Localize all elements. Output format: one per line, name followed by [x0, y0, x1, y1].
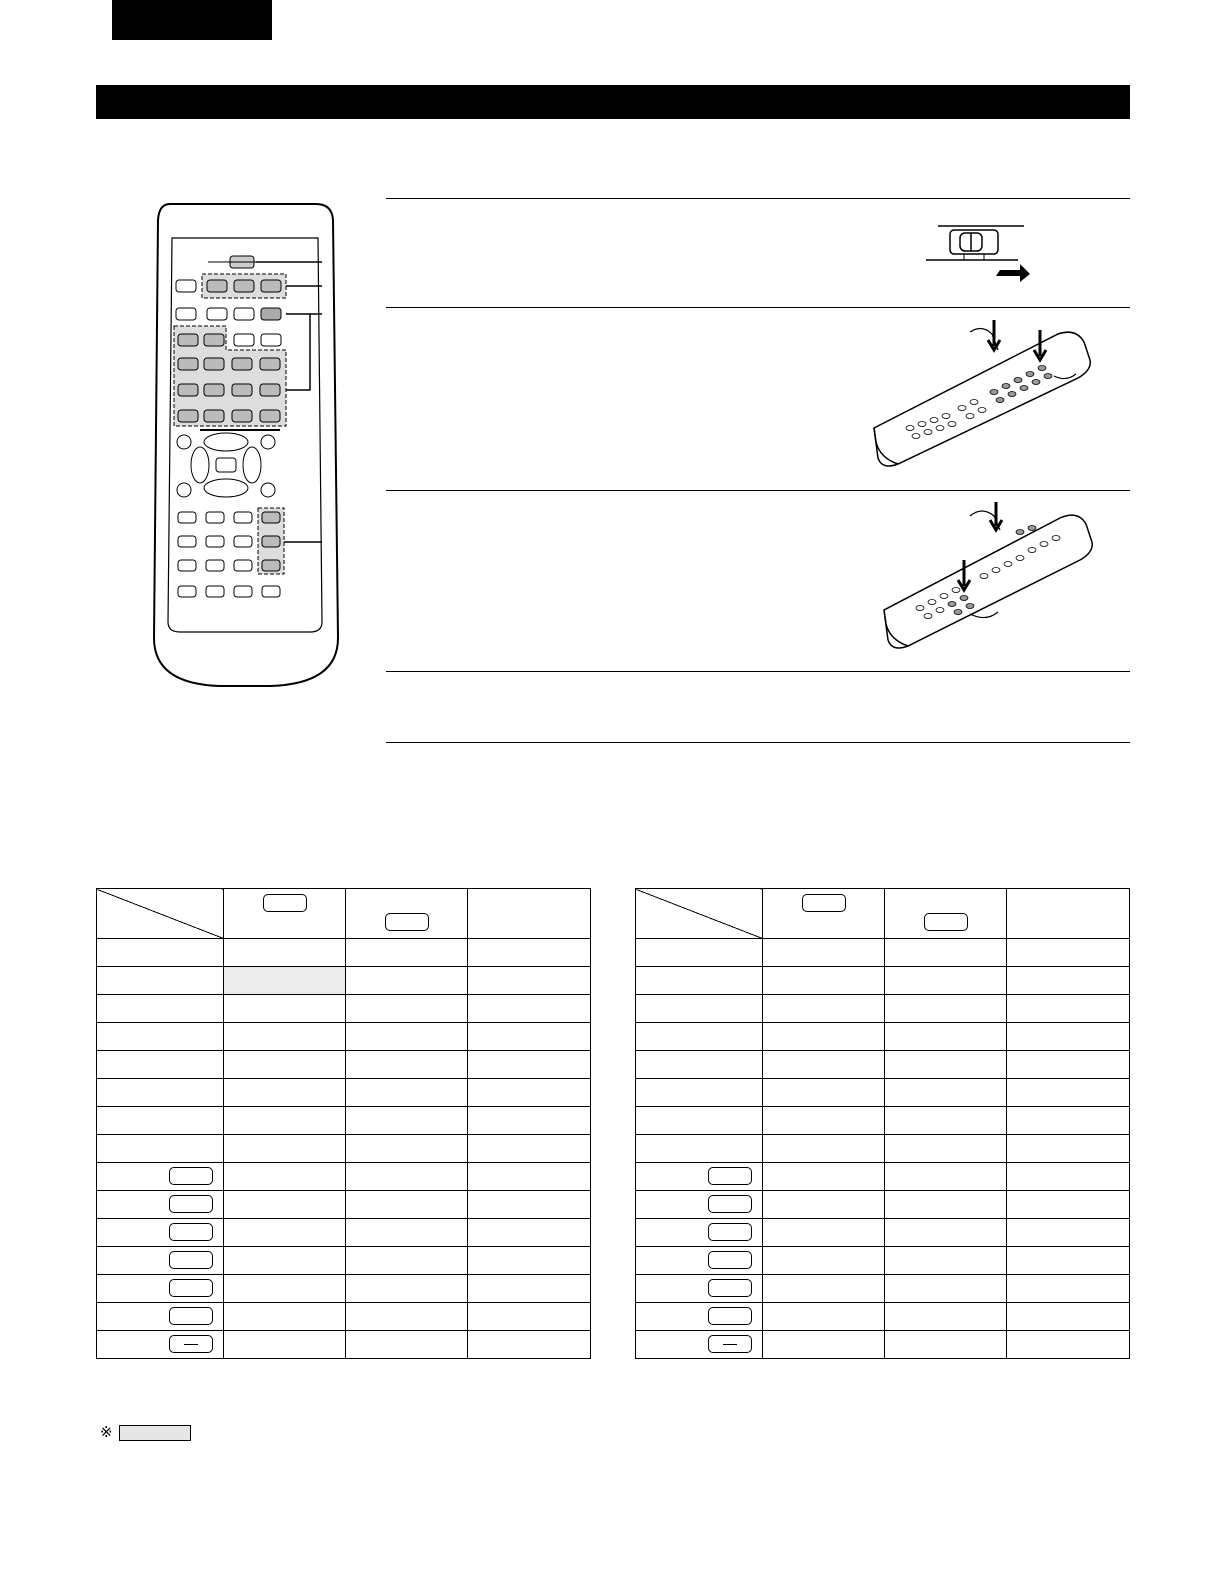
remote-control-illustration: [150, 198, 350, 690]
header-cell: [1007, 889, 1130, 939]
table-row: [636, 1247, 1130, 1275]
shaded-cell: [224, 967, 346, 995]
table-row: [97, 1107, 591, 1135]
table-row: [636, 1331, 1130, 1359]
button-icon: [708, 1251, 752, 1269]
table-row: [97, 1219, 591, 1247]
table-row: [97, 1163, 591, 1191]
button-icon: [708, 1195, 752, 1213]
shaded-legend-box: [119, 1425, 191, 1441]
table-row: [97, 1191, 591, 1219]
header-cell: [885, 889, 1007, 939]
header-cell: [346, 889, 468, 939]
header-cell: [224, 889, 346, 939]
minus-button-icon: [169, 1335, 213, 1353]
footnote: [100, 1423, 191, 1441]
table-row: [97, 1247, 591, 1275]
table-row: [97, 995, 591, 1023]
table-row: [636, 1303, 1130, 1331]
note-symbol: ※: [100, 1424, 113, 1441]
table-row: [97, 1023, 591, 1051]
table-row: [636, 939, 1130, 967]
table-row: [636, 1275, 1130, 1303]
step-2-rule: [386, 307, 1130, 308]
button-icon: [169, 1279, 213, 1297]
table-row: [97, 1051, 591, 1079]
header-corner: [636, 889, 763, 939]
step-3-rule: [386, 490, 1130, 491]
table-row: [636, 1191, 1130, 1219]
table-row: [97, 1275, 591, 1303]
button-icon: [169, 1307, 213, 1325]
button-icon: [169, 1223, 213, 1241]
table-row: [97, 939, 591, 967]
table-row: [636, 1163, 1130, 1191]
table-row: [636, 1219, 1130, 1247]
step-1-rule: [386, 198, 1130, 199]
table-row: [636, 1135, 1130, 1163]
table-row: [97, 1303, 591, 1331]
language-tab: [112, 0, 272, 40]
table-row: [636, 1079, 1130, 1107]
table-row: [636, 1023, 1130, 1051]
header-cell: [763, 889, 885, 939]
table-row: [636, 995, 1130, 1023]
table-row: [636, 1051, 1130, 1079]
header-cell: [468, 889, 591, 939]
button-icon: [708, 1307, 752, 1325]
section-header-bar: [96, 85, 1130, 119]
header-corner: [97, 889, 224, 939]
right-table: [635, 888, 1130, 1359]
button-icon: [169, 1195, 213, 1213]
step-4-rule: [386, 671, 1130, 672]
table-row: [636, 1107, 1130, 1135]
mode-switch-illustration: [924, 220, 1034, 284]
table-row: [97, 967, 591, 995]
button-icon: [169, 1251, 213, 1269]
step-end-rule: [386, 742, 1130, 743]
button-icon: [708, 1223, 752, 1241]
table-row: [97, 1331, 591, 1359]
left-table: [96, 888, 591, 1359]
button-icon: [169, 1167, 213, 1185]
table-row: [97, 1079, 591, 1107]
button-icon: [708, 1167, 752, 1185]
remote-held-illustration-1: [870, 320, 1100, 470]
table-row: [636, 967, 1130, 995]
remote-held-illustration-2: [880, 502, 1100, 652]
minus-button-icon: [708, 1335, 752, 1353]
table-row: [97, 1135, 591, 1163]
button-icon: [708, 1279, 752, 1297]
